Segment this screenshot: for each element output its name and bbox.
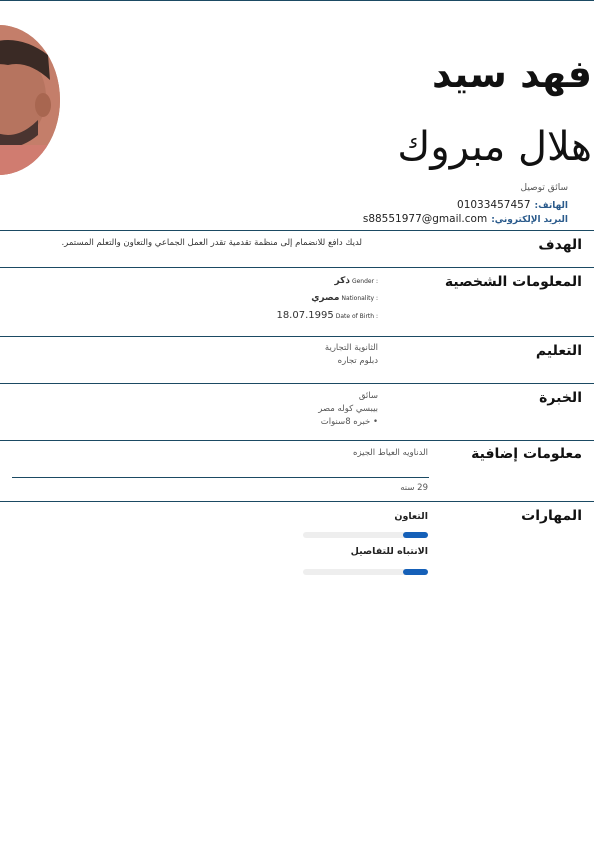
phone-label: الهاتف: xyxy=(534,201,568,211)
divider-experience xyxy=(0,383,594,384)
personal-title: المعلومات الشخصية xyxy=(444,274,582,290)
gender-value: ذكر xyxy=(334,276,350,286)
email-label: البريد الإلكتروني: xyxy=(491,215,568,225)
divider-education xyxy=(0,336,594,337)
skill-bar-fill xyxy=(403,532,428,538)
top-divider xyxy=(0,0,594,1)
email-value: s88551977@gmail.com xyxy=(362,213,488,225)
email-line xyxy=(363,213,568,225)
phone-value: 01033457457 xyxy=(457,199,531,211)
nationality-value: مصري xyxy=(311,293,340,303)
experience-role: سائق xyxy=(358,391,378,401)
experience-title: الخبرة xyxy=(539,390,582,406)
divider-skills xyxy=(0,501,594,502)
skill-label-attention: الانتباه للتفاصيل xyxy=(350,546,428,557)
experience-years: • خبره 8سنوات xyxy=(320,417,378,427)
nationality-label: Nationality : xyxy=(341,295,378,302)
gender-label: Gender : xyxy=(351,278,378,285)
dob-label: Date of Birth : xyxy=(335,313,378,320)
divider-personal xyxy=(0,267,594,268)
education-degree: دبلوم تجاره xyxy=(337,356,378,366)
last-name: هلال مبروك xyxy=(397,124,592,170)
phone-line xyxy=(457,199,568,211)
additional-title: معلومات إضافية xyxy=(471,446,582,462)
dob-row xyxy=(276,310,378,321)
profile-photo xyxy=(0,25,60,175)
dob-value: 18.07.1995 xyxy=(276,310,334,321)
person-photo-icon xyxy=(0,25,60,175)
first-name: فهد سيد xyxy=(432,52,592,96)
education-school: الثانوية التجارية xyxy=(324,343,378,353)
skill-bar-fill xyxy=(403,569,428,575)
objective-text: لديك دافع للانضمام إلى منظمة تقدمية تقدر العمل الجماعي والتعاون والتعلم المستمر. xyxy=(61,238,362,248)
divider-objective xyxy=(0,230,594,231)
additional-inner-divider xyxy=(12,477,429,478)
additional-address: الدناويه العياط الجيزه xyxy=(352,448,428,458)
job-title: سائق توصيل xyxy=(520,183,568,193)
additional-age: 29 سنه xyxy=(400,483,428,493)
skill-bar-attention xyxy=(303,569,428,575)
education-title: التعليم xyxy=(535,343,582,359)
experience-company: بيبسي كوله مصر xyxy=(318,404,378,414)
objective-title: الهدف xyxy=(538,237,582,253)
skills-title: المهارات xyxy=(521,508,582,524)
nationality-row xyxy=(311,293,378,303)
gender-row xyxy=(335,276,379,286)
skill-bar-teamwork xyxy=(303,532,428,538)
skill-label-teamwork: التعاون xyxy=(394,511,428,522)
divider-additional xyxy=(0,440,594,441)
